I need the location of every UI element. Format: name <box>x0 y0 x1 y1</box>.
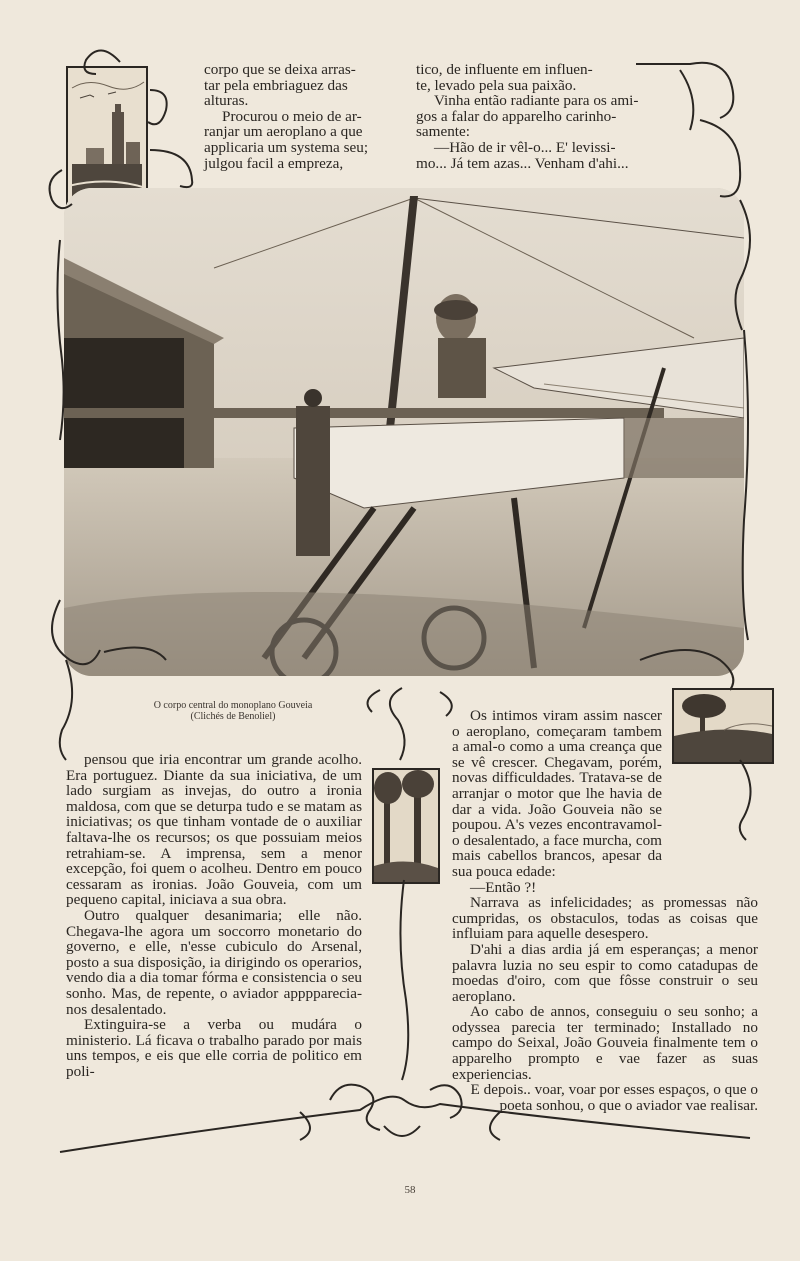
forest-vignette <box>372 768 440 884</box>
text-line: samente: <box>416 123 470 141</box>
text-line: —Hão de ir vêl-o... E' levissi- <box>434 138 616 156</box>
paragraph: Ao cabo de annos, conseguiu o seu sonho; a odyssea parecia ter terminado; Installado no campo do Seixal, João Gouveia finalmente tem o apparelho prompto e vae fazer as suas experiencias. <box>452 1003 758 1083</box>
text-line: alturas. <box>204 92 249 110</box>
text-line: mo... Já tem azas... Venham d'ahi... <box>416 154 629 172</box>
bottom-right-column <box>452 708 758 1113</box>
text-line: Vinha então radiante para os ami- <box>434 92 639 110</box>
top-left-column <box>204 62 392 171</box>
paragraph: pensou que iria encontrar um grande acolho. Era portuguez. Diante da sua iniciativa, de um lado surgiam as invejas, do outro a ironia maldosa, com que se deturpa tudo e se matam as iniciativas; os que tinham vontade de o auxiliar faltava-lhe os recursos; os que possuiam meios retrahiam-se. A imprensa, sem a menor excepção, foi quem o acolheu. Dentro em pouco cessaram as ironias. João Gouveia, com um pequeno capital, iniciava a sua obra. <box>66 751 362 909</box>
text-line: tar pela embriaguez das <box>204 76 348 94</box>
paragraph: Extinguira-se a verba ou mudára o ministerio. Lá ficava o trabalho parado por mais uns tempos, e eis que elle corria de politico em poli- <box>66 1016 362 1080</box>
page-number: 58 <box>404 1184 416 1196</box>
paragraph: Os intimos viram assim nascer o aeroplano, começaram tambem a amal-o como a uma creança que se vê crescer. Chegavam, porém, novas difficuldades. Tratava-se de arranjar o motor que lhe havia de dar a vida. João Gouveia não se poupou. A's vezes encontravamol-o desalentado, a face murcha, com mais cabellos brancos, apesar da sua pouca edade: <box>452 707 662 880</box>
paragraph: D'ahi a dias ardia já em esperanças; a menor palavra luzia no seu espir to como catadupas de moedas d'oiro, com que fôsse construir o seu aeroplano. <box>452 940 758 1005</box>
text-line: ranjar um aeroplano a que <box>204 123 363 141</box>
text-line: julgou facil a empreza, <box>204 154 344 172</box>
text-line: te, levado pela sua paixão. <box>416 76 577 94</box>
text-line: corpo que se deixa arras- <box>204 61 356 78</box>
caption-line: O corpo central do monoplano Gouveia <box>153 700 313 711</box>
text-line: tico, de influente em influen- <box>416 61 593 78</box>
top-right-column <box>416 62 672 171</box>
text-line: applicaria um systema seu; <box>204 138 369 156</box>
text-line: gos a falar do apparelho carinho- <box>416 107 617 125</box>
paragraph: —Então ?! <box>470 878 537 896</box>
monoplane-photograph <box>64 188 744 676</box>
bottom-left-column <box>66 752 362 1079</box>
paragraph: Narrava as infelicidades; as promessas não cumpridas, os obstaculos, todas as coisas que influiam para aquelle desespero. <box>452 894 758 943</box>
city-tower-vignette <box>66 66 148 206</box>
caption-credit: (Clichés de Benoliel) <box>190 711 276 722</box>
photo-caption <box>108 700 358 722</box>
paragraph: E depois.. voar, voar por esses espaços, o que o poeta sonhou, o que o aviador vae realisar. <box>470 1081 758 1114</box>
paragraph: Outro qualquer desanimaria; elle não. Chegava-lhe agora um soccorro monetario do governo, e elle, n'esse cubiculo do Arsenal, posto a sua disposição, ia dirigindo os operarios, vendo dia a dia tomar fórma e consistencia o seu sonho. Mas, de repente, o aviador apppparecia-nos desalentado. <box>66 906 362 1018</box>
text-line: Procurou o meio de ar- <box>222 107 362 125</box>
